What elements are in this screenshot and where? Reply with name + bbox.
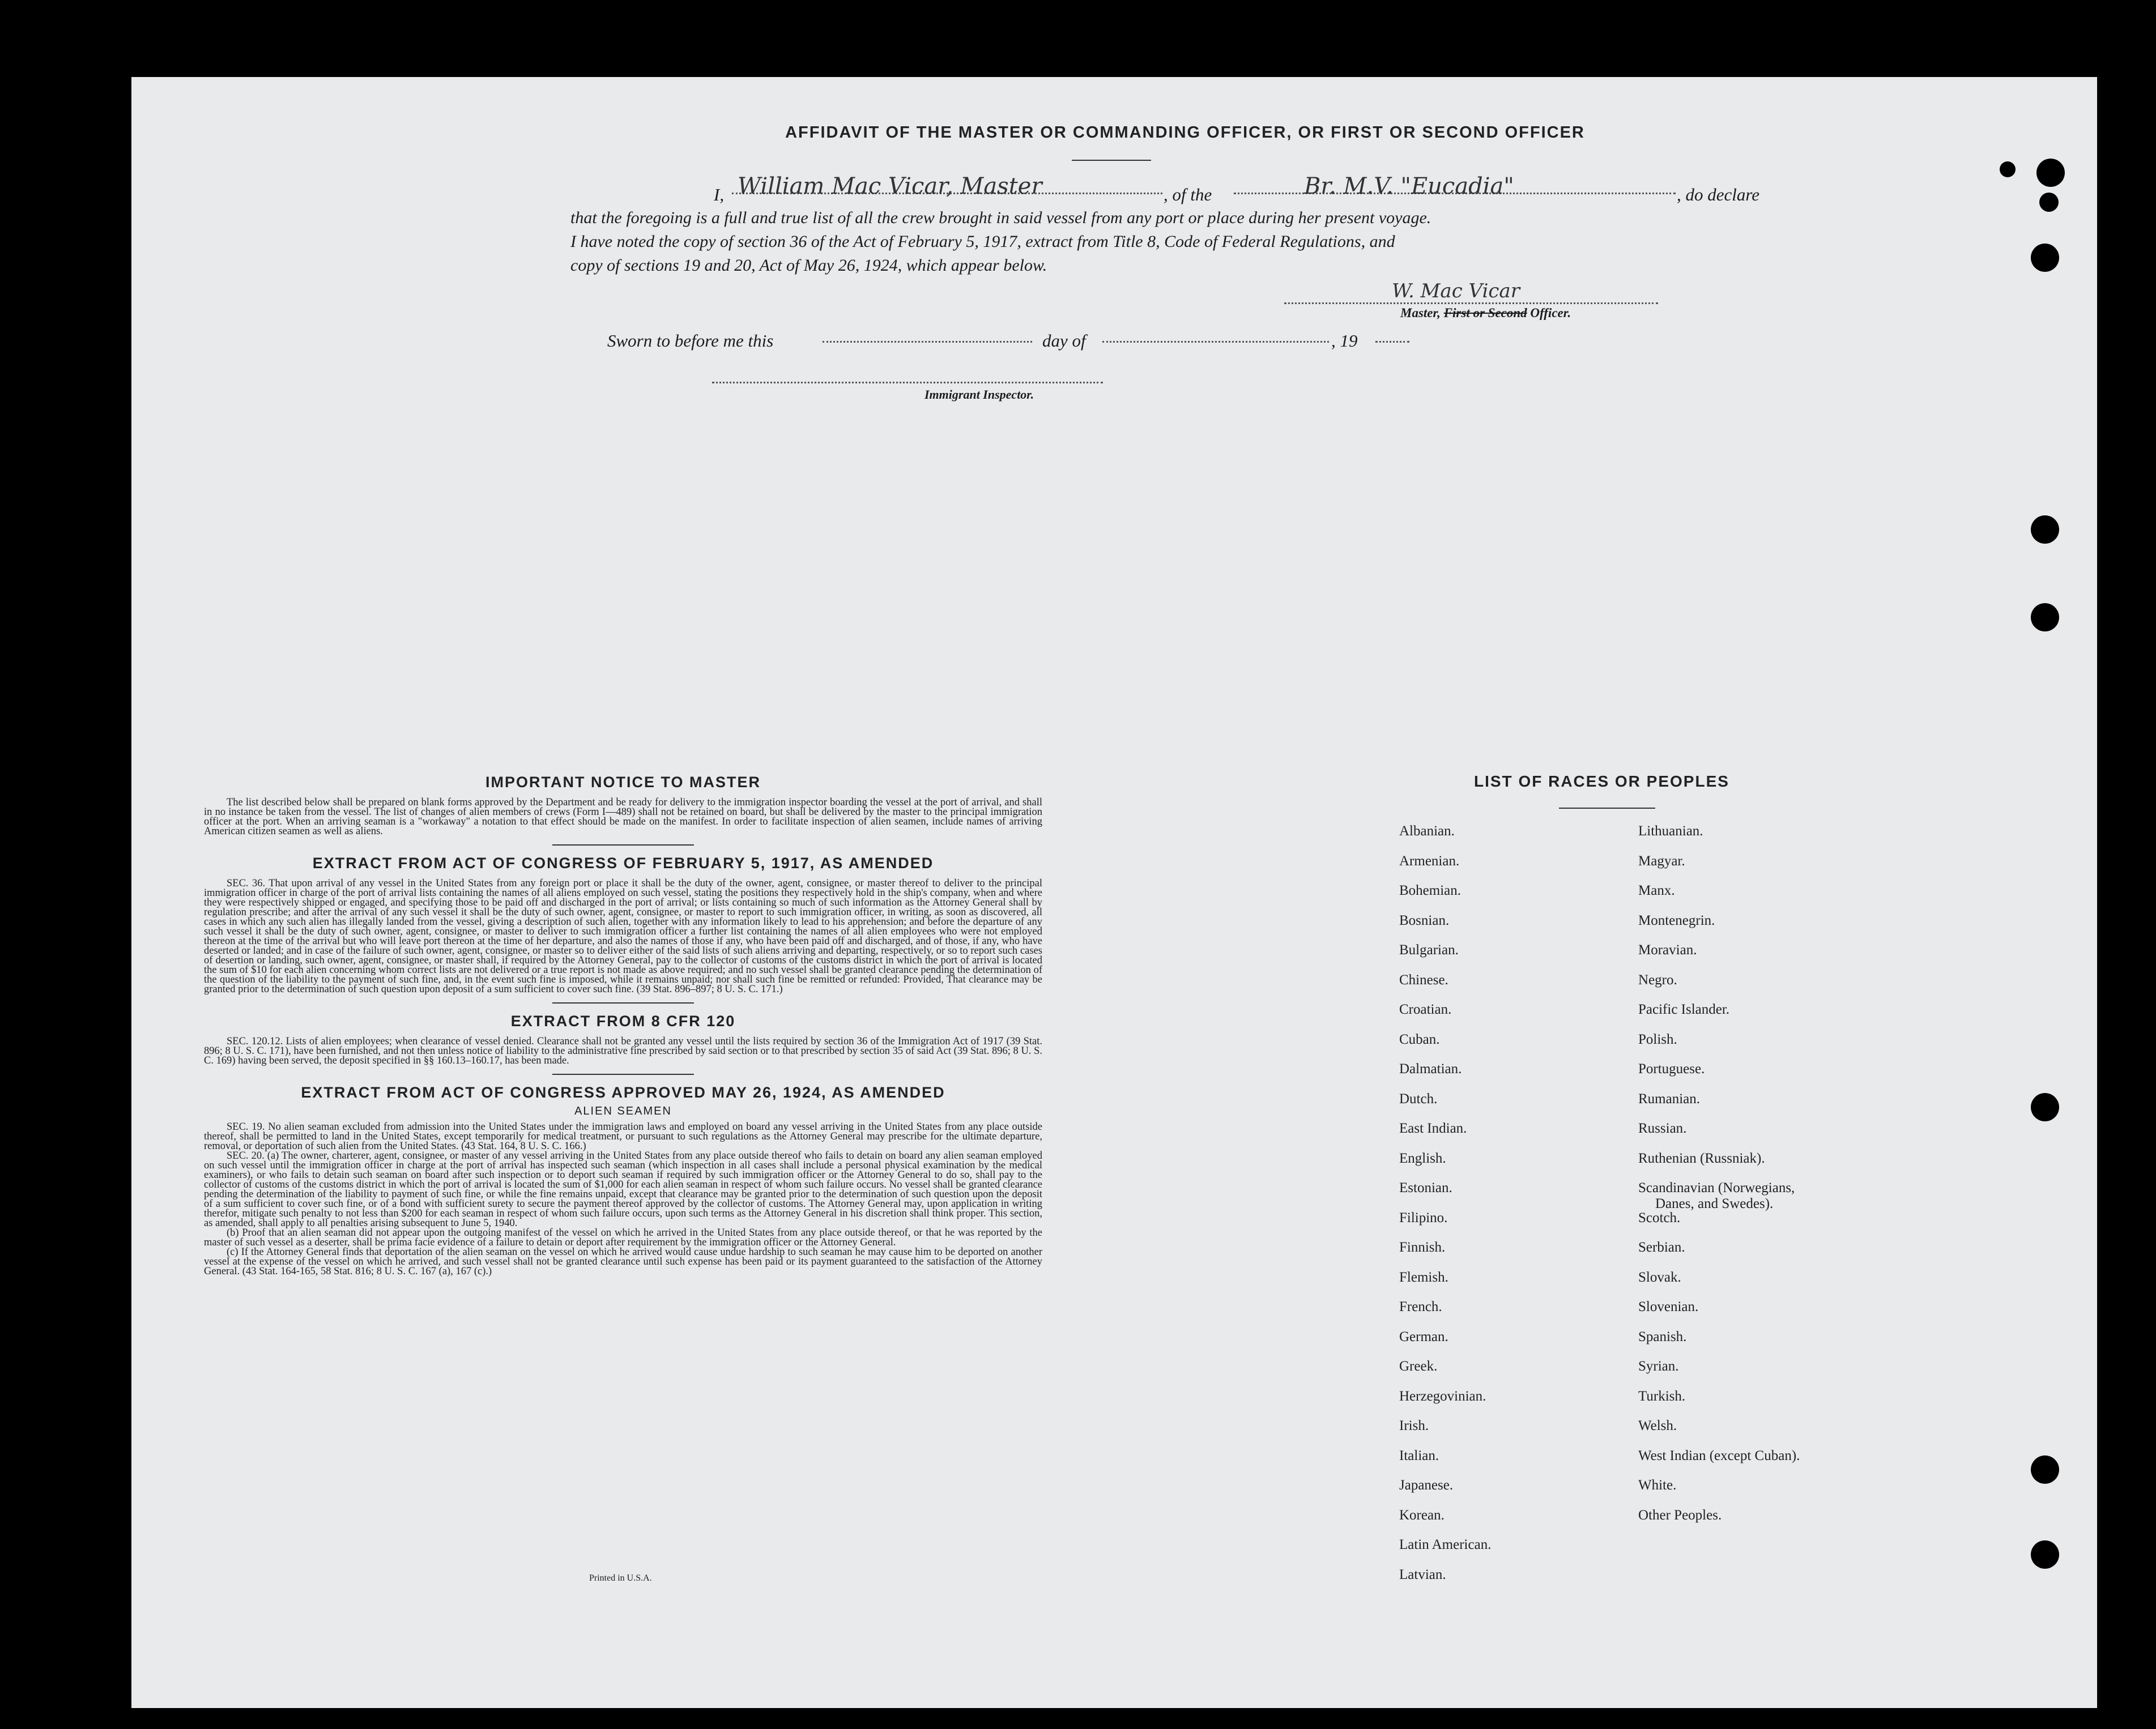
race-item: Portuguese.: [1638, 1061, 1705, 1077]
inspector-label: Immigrant Inspector.: [924, 387, 1034, 402]
race-item: Scotch.: [1638, 1210, 1681, 1226]
master-name-handwriting: William Mac Vicar, Master: [738, 173, 1042, 199]
divider-3: [552, 1074, 694, 1075]
race-item: Negro.: [1638, 972, 1677, 988]
race-item: Bohemian.: [1399, 883, 1462, 898]
binder-hole: [2031, 603, 2059, 631]
race-item: Irish.: [1399, 1418, 1429, 1433]
form-sheet: [131, 77, 2097, 1708]
race-item: Greek.: [1399, 1359, 1438, 1374]
race-item: Ruthenian (Russniak).: [1638, 1150, 1765, 1166]
declaration-suffix: , do declare: [1677, 185, 1760, 204]
race-item: Chinese.: [1399, 972, 1448, 988]
race-item: Dutch.: [1399, 1091, 1438, 1107]
race-item: Croatian.: [1399, 1002, 1452, 1017]
race-item: Russian.: [1638, 1121, 1687, 1136]
extract-1924-sec19: SEC. 19. No alien seaman excluded from admission into the United States under the immigration laws and employed on board any vessel arriving in the United States from any place outside thereof, shall be permitted to land in the United States, except temporarily for medical treatment, or pursuant to such regulations as the Attorney General may prescribe for the ultimate departure, removal, or deportation of such alien from the United States. (43 Stat. 164, 8 U. S. C. 166.): [204, 1121, 1042, 1152]
declaration-line-2: that the foregoing is a full and true list of all the crew brought in said vessel from any port or place during her present voyage.: [570, 208, 1431, 227]
binder-hole: [2031, 515, 2059, 544]
binder-hole: [2036, 159, 2065, 187]
race-item: Danes, and Swedes).: [1655, 1196, 1774, 1211]
race-item: Armenian.: [1399, 853, 1460, 869]
binder-hole: [2031, 1093, 2059, 1121]
race-item: Welsh.: [1638, 1418, 1677, 1433]
master-signature: W. Mac Vicar: [1392, 280, 1520, 302]
race-item: Flemish.: [1399, 1269, 1448, 1285]
race-item: West Indian (except Cuban).: [1638, 1448, 1800, 1463]
race-item: Filipino.: [1399, 1210, 1448, 1226]
sworn-year-line: [1375, 341, 1409, 343]
binder-hole: [2031, 1455, 2059, 1484]
race-item: Montenegrin.: [1638, 912, 1715, 928]
binder-hole: [2000, 161, 2016, 177]
binder-hole: [2039, 193, 2059, 212]
signature-line: [1284, 302, 1658, 304]
extract-1924-subtitle: ALIEN SEAMEN: [574, 1105, 672, 1117]
extract-cfr-title: EXTRACT FROM 8 CFR 120: [510, 1013, 736, 1030]
race-item: Moravian.: [1638, 942, 1697, 958]
race-item: Dalmatian.: [1399, 1061, 1462, 1077]
race-item: Slovak.: [1638, 1269, 1681, 1285]
sworn-day-line: [823, 341, 1032, 343]
race-item: Rumanian.: [1638, 1091, 1701, 1107]
race-item: Turkish.: [1638, 1388, 1686, 1404]
race-item: Other Peoples.: [1638, 1507, 1722, 1523]
extract-1924-sec20c: (c) If the Attorney General finds that deportation of the alien seaman on the vessel on which he arrived would cause undue hardship to such seaman he may cause him to be deported on another vessel at the expense of the vessel on which he arrived, and such vessel shall not be granted clearance until such expense has been paid or its payment guaranteed to the satisfaction of the Attorney General. (43 Stat. 164-165, 58 Stat. 816; 8 U. S. C. 167 (a), 167 (c).): [204, 1246, 1042, 1277]
race-item: Spanish.: [1638, 1329, 1687, 1344]
extract-cfr-body: SEC. 120.12. Lists of alien employees; when clearance of vessel denied. Clearance shall not be granted any vessel until the lists required by section 36 of the Immigration Act of 1917 (39 Stat. 896; 8 U. S. C. 171), have been furnished, and not then unless notice of liability to the administrative fine prescribed by said section or to that prescribed by section 35 of said Act (39 Stat. 896; 8 U. S. C. 169) having been served, the deposit specified in §§ 160.13–160.17, has been made.: [204, 1036, 1042, 1066]
race-item: Korean.: [1399, 1507, 1445, 1523]
extract-1924-sec20a: SEC. 20. (a) The owner, charterer, agent, consignee, or master of any vessel arriving in the United States from any place outside thereof who fails to detain on board any alien seaman employed on such vessel until the immigration officer in charge at the port of arrival has inspected such seaman (which inspection in all cases shall include a personal physical examination by the medical examiners), or who fails to detain such seaman on board after such inspection or to deport such seaman if required by such immigration officer or the Attorney General to do so, shall pay to the collector of customs of the customs district in which the port of arrival is located the sum of $1,000 for each alien seaman in respect of whom such failure occurs. No vessel shall be granted clearance pending the determination of the liability to payment of such fine, or while the fine remains unpaid, except that clearance may be granted prior to the determination of such question upon the deposit of a sum sufficient to cover such fine, or of a bond with sufficient surety to secure the payment thereof approved by the collector of customs. The Attorney General may, upon application in writing therefor, mitigate such penalty to not less than $200 for each seaman in respect of whom such failure occurs, upon such terms as the Attorney General in his discretion shall think proper. This section, as amended, shall apply to all penalties arising subsequent to June 5, 1940.: [204, 1150, 1042, 1229]
race-item: Bosnian.: [1399, 912, 1450, 928]
race-item: White.: [1638, 1478, 1677, 1493]
binder-hole: [2031, 1540, 2059, 1569]
races-title-rule: [1559, 808, 1655, 809]
sworn-year-label: , 19: [1331, 331, 1358, 351]
divider-2: [552, 1002, 694, 1004]
sworn-day-label: day of: [1042, 331, 1086, 351]
race-item: Italian.: [1399, 1448, 1439, 1463]
race-item: English.: [1399, 1150, 1446, 1166]
declaration-prefix: I,: [714, 185, 725, 204]
extract-1924-title: EXTRACT FROM ACT OF CONGRESS APPROVED MAY 26, 1924, AS AMENDED: [301, 1084, 945, 1101]
race-item: Cuban.: [1399, 1031, 1440, 1047]
race-item: East Indian.: [1399, 1121, 1467, 1136]
inspector-line: [712, 382, 1103, 383]
legal-column: [204, 774, 1042, 1277]
race-item: German.: [1399, 1329, 1448, 1344]
binder-hole: [2031, 244, 2059, 272]
race-item: Manx.: [1638, 883, 1675, 898]
sworn-prefix: Sworn to before me this: [607, 331, 774, 351]
race-item: Latvian.: [1399, 1566, 1446, 1582]
race-item: Herzegovinian.: [1399, 1388, 1486, 1404]
extract-1917-body: SEC. 36. That upon arrival of any vessel in the United States from any foreign port or place it shall be the duty of the owner, agent, consignee, or master thereof to deliver to the principal immigration officer in charge of the port of arrival lists containing the names of all aliens employed on such vessel, stating the positions they respectively hold in the ship's company, when and where they were respectively shipped or engaged, and specifying those to be paid off and discharged in the port of arrival; or lists containing so much of such information as the Attorney General shall by regulation prescribe; and after the arrival of any such vessel it shall be the duty of such owner, agent, consignee, or master to report to such immigration officer, in writing, as soon as discovered, all cases in which any such alien has illegally landed from the vessel, giving a description of such alien, together with any information likely to lead to his apprehension; and before the departure of any such vessel it shall be the duty of such owner, agent, consignee, or master to deliver to such immigration officer a further list containing the names of all alien employees who were not employed thereon at the time of the arrival but who will leave port thereon at the time of her departure, and also the names of those if any, who have been paid off and discharged, and of those, if any, who have deserted or landed; and in case of the failure of such owner, agent, consignee, or master so to deliver either of the said lists of such aliens arriving and departing, respectively, or so to report such cases of desertion or landing, such owner, agent, consignee, or master shall, if required by the Attorney General, pay to the collector of customs of the customs district in which the port of arrival is located the sum of $10 for each alien concerning whom correct lists are not delivered or a true report is not made as above required; and no such vessel shall be granted clearance pending the determination of the question of the liability to the payment of such fine, and, in the event such fine is imposed, while it remains unpaid; nor shall such fine be remitted or refunded: Provided, That clearance may be granted prior to the determination of such question upon deposit of a sum sufficient to cover such fine. (39 Stat. 896–897; 8 U. S. C. 171.): [204, 878, 1042, 995]
race-item: Albanian.: [1399, 823, 1455, 839]
extract-1924-sec20b: (b) Proof that an alien seaman did not appear upon the outgoing manifest of the vessel on which he arrived in the United States from any place outside thereof, or that he was reported by the master of such vessel as a deserter, shall be prima facie evidence of a failure to detain or deport after requirement by the immigration officer or the Attorney General.: [204, 1227, 1042, 1248]
signer-title: [1400, 306, 1571, 321]
divider-1: [552, 844, 694, 846]
signer-title-master: Master,: [1400, 306, 1441, 320]
vessel-name-handwriting: Br. M.V. "Eucadia": [1304, 173, 1514, 199]
signer-title-officer: Officer.: [1530, 306, 1571, 320]
races-title: LIST OF RACES OR PEOPLES: [1474, 772, 1729, 790]
notice-body: The list described below shall be prepared on blank forms approved by the Department and be ready for delivery to the immigration inspector boarding the vessel at the port of arrival, and shall in no instance be taken from the vessel. The list of changes of alien members of crews (Form I—489) shall not be retained on board, but shall be delivered by the master to the principal immigration officer at the port. When an arriving seaman is a "workaway" a notation to that effect should be made on the manifest. In order to facilitate inspection of alien seamen, include names of arriving American citizen seamen as well as aliens.: [204, 797, 1042, 837]
race-item: French.: [1399, 1299, 1442, 1314]
race-item: Lithuanian.: [1638, 823, 1703, 839]
race-item: Bulgarian.: [1399, 942, 1459, 958]
title-rule: [1072, 160, 1151, 161]
notice-title: IMPORTANT NOTICE TO MASTER: [485, 774, 761, 791]
race-item: Magyar.: [1638, 853, 1685, 869]
sworn-month-line: [1102, 341, 1329, 343]
race-item: Japanese.: [1399, 1478, 1454, 1493]
race-item: Polish.: [1638, 1031, 1677, 1047]
declaration-line-3: I have noted the copy of section 36 of the Act of February 5, 1917, extract from Title 8, Code of Federal Regulations, and: [570, 232, 1395, 251]
extract-1917-title: EXTRACT FROM ACT OF CONGRESS OF FEBRUARY 5, 1917, AS AMENDED: [312, 855, 934, 872]
signer-title-struck: First or Second: [1443, 306, 1527, 320]
race-item: Syrian.: [1638, 1359, 1679, 1374]
race-item: Finnish.: [1399, 1240, 1446, 1255]
printed-in-usa: Printed in U.S.A.: [589, 1573, 652, 1583]
race-item: Pacific Islander.: [1638, 1002, 1730, 1017]
declaration-text: [570, 206, 1703, 278]
race-item: Estonian.: [1399, 1180, 1452, 1196]
declaration-line-4: copy of sections 19 and 20, Act of May 26, 1924, which appear below.: [570, 256, 1047, 275]
race-item: Slovenian.: [1638, 1299, 1699, 1314]
race-item: Serbian.: [1638, 1240, 1685, 1255]
race-item: Scandinavian (Norwegians,: [1638, 1180, 1795, 1196]
affidavit-title: AFFIDAVIT OF THE MASTER OR COMMANDING OFFICER, OR FIRST OR SECOND OFFICER: [785, 123, 1585, 142]
declaration-mid: , of the: [1164, 185, 1212, 204]
race-item: Latin American.: [1399, 1537, 1492, 1552]
